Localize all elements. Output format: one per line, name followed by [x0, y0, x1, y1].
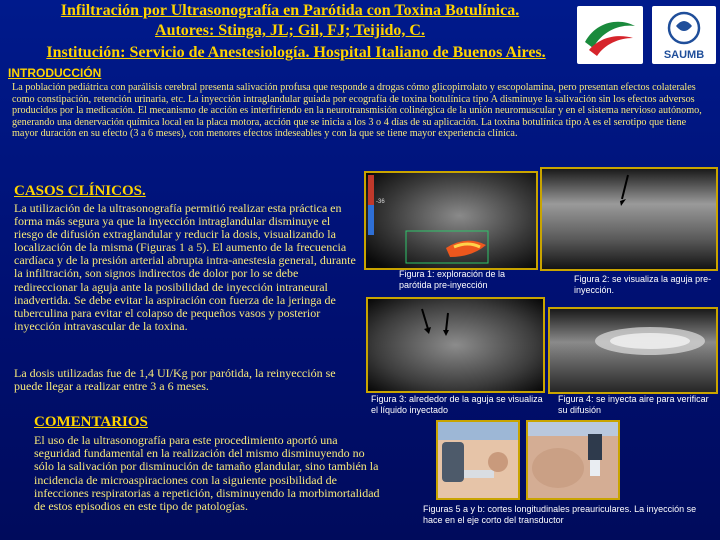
intro-text: La población pediátrica con parálisis cerebral presenta salivación profusa que responde a drogas cómo glicopirrolato y escopolamina, pero presentan efectos colaterales como constipación, retención urinaria, etc. La inyección intraglandular guiada por ecografía de toxina botulínica tipo A disminuye la salivación sin los efectos adversos producidos por la medicación. El mecanismo de acción es interfiriendo en la neurotransmisión colinérgica de la unión neuromuscular y en el sistema nervioso autónomo, generando una denervación química local en la placa motora, acción que se inicia a los 3 o 4 días de su aplicación. La toxina botulínica tipo A es el serotipo que tiene mayor duración en su efecto (3 a 6 meses), con menores efectos indeseables y con la que se tiene mayor experiencia clínica.	[12, 82, 702, 139]
figure-1-scale-label: -36	[376, 199, 385, 205]
figure-2-caption: Figura 2: se visualiza la aguja pre-inyección.	[574, 274, 712, 295]
authors-line: Autores: Stinga, JL; Gil, FJ; Teijido, C.	[155, 22, 425, 39]
figure-4-ultrasound	[548, 307, 718, 394]
figure-5b-photo	[526, 420, 620, 500]
intro-heading: INTRODUCCIÓN	[8, 66, 102, 80]
figure-5a-photo	[436, 420, 520, 500]
hospital-logo-icon	[577, 6, 643, 64]
figure-2-ultrasound	[540, 167, 718, 271]
comentarios-text: El uso de la ultrasonografía para este procedimiento aportó una seguridad fundamental en la realización del mismo disminuyendo no sólo la salivación por disminución de tamaño glandular, sino también la incidencia de microaspiraciones con la siguiente posibilidad de infecciones respiratorias a repetición, disminuyendo la morbimortalidad de estos episodios en este tipo de patologías.	[34, 433, 380, 514]
institution-line: Institución: Servicio de Anestesiología. Hospital Italiano de Buenos Aires.	[46, 44, 546, 61]
saumb-logo-icon	[652, 6, 716, 64]
poster-title: Infiltración por Ultrasonografía en Parótida con Toxina Botulínica.	[60, 2, 520, 19]
saumb-logo	[652, 6, 716, 64]
figure-4-caption: Figura 4: se inyecta aire para verificar su difusión	[558, 394, 709, 415]
figure-5-caption: Figuras 5 a y b: cortes longitudinales preauriculares. La inyección se hace en el eje corto del transductor	[423, 504, 697, 525]
casos-heading: CASOS CLÍNICOS.	[14, 183, 146, 199]
figure-3-ultrasound	[366, 297, 545, 393]
casos-text-1: La utilización de la ultrasonografía permitió realizar esta práctica en forma más segura ya que la inyección intraglandular disminuye el riesgo de difusión extraglandular y reducir la dosis, visualizando la localización de la misma (Figuras 1 a 5). El aumento de la frecuencia cardíaca y de la presión arterial abrupta intra-anestesia general, durante la infiltración, son signos indirectos de dolor por lo se debe redireccionar la aguja ante la posibilidad de inyección intraneural inadvertida. Se debe evitar la aspiración con fuerza de la jeringa de tuberculina para evitar el colapso de pequeños vasos y posterior inyección intravascular de la toxina.	[14, 201, 356, 333]
figure-1-caption: Figura 1: exploración de la parótida pre-inyección	[399, 269, 506, 290]
figure-1-ultrasound	[364, 171, 538, 270]
casos-text-2: La dosis utilizadas fue de 1,4 UI/Kg por parótida, la reinyección se puede llegar a realizar entre 3 a 6 meses.	[14, 366, 336, 394]
figure-3-caption: Figura 3: alrededor de la aguja se visualiza el líquido inyectado	[371, 394, 543, 415]
saumb-logo-text: SAUMB	[663, 49, 705, 61]
comentarios-heading: COMENTARIOS	[34, 414, 148, 430]
hospital-logo	[577, 6, 643, 64]
